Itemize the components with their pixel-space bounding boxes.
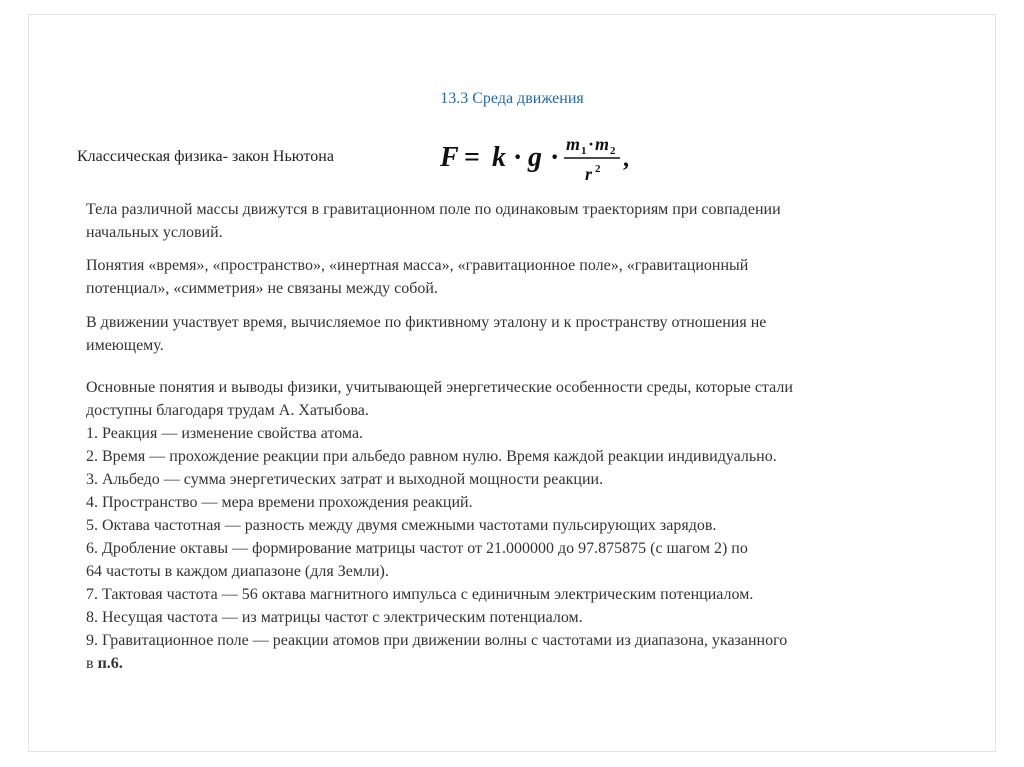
formula-g: g <box>528 142 542 173</box>
principles-intro-line: Основные понятия и выводы физики, учитывающей энергетические особенности среды, которые стали <box>86 379 793 396</box>
newton-formula <box>440 128 660 192</box>
list-item: 1. Реакция — изменение свойства атома. <box>86 425 364 442</box>
list-item: 2. Время — прохождение реакции при альбедо равном нулю. Время каждой реакции индивидуально. <box>86 448 777 465</box>
formula-f: F <box>440 142 459 173</box>
paragraph-line: Понятия «время», «пространство», «инертная масса», «гравитационное поле», «гравитационный <box>86 257 749 274</box>
formula-dot-1: · <box>513 142 523 173</box>
formula-comma: , <box>623 146 629 172</box>
formula-sub-2: 2 <box>610 145 616 157</box>
paragraph-line: потенциал», «симметрия» не связаны между собой. <box>86 280 438 297</box>
slide-title: 13.3 Среда движения <box>440 90 584 107</box>
list-item: 4. Пространство — мера времени прохождения реакций. <box>86 494 473 511</box>
last-line-reference: п.6. <box>97 655 123 672</box>
formula-sub-1: 1 <box>581 145 587 157</box>
law-label: Классическая физика- закон Ньютона <box>77 148 334 165</box>
paragraph-line: Тела различной массы движутся в гравитационном поле по одинаковым траекториям при совпадении <box>86 201 781 218</box>
paragraph-line: имеющему. <box>86 337 164 354</box>
list-item: 6. Дробление октавы — формирование матрицы частот от 21.000000 до 97.875875 (с шагом 2) по <box>86 540 748 557</box>
list-item: 8. Несущая частота — из матрицы частот с электрическим потенциалом. <box>86 609 583 626</box>
list-item: 9. Гравитационное поле — реакции атомов при движении волны с частотами из диапазона, указанного <box>86 632 788 649</box>
paragraph-time <box>86 311 986 357</box>
last-line-prefix: в <box>86 655 98 672</box>
formula-r: r <box>585 164 593 184</box>
formula-m2: m <box>595 134 610 154</box>
formula-equals: = <box>464 142 480 173</box>
list-item: 3. Альбедо — сумма энергетических затрат и выходной мощности реакции. <box>86 471 604 488</box>
list-item: 7. Тактовая частота — 56 октава магнитного импульса с единичным электрическим потенциалом. <box>86 586 754 603</box>
list-item: 5. Октава частотная — разность между двумя смежными частотами пульсирующих зарядов. <box>86 517 717 534</box>
paragraph-line: В движении участвует время, вычисляемое по фиктивному эталону и к пространству отношения не <box>86 314 767 331</box>
list-item-last-line <box>86 652 986 675</box>
formula-k: k <box>492 142 506 173</box>
paragraph-trajectories <box>86 198 986 244</box>
paragraph-line: начальных условий. <box>86 224 223 241</box>
principles-list <box>86 376 986 675</box>
formula-exp-2: 2 <box>595 163 601 175</box>
paragraph-concepts <box>86 254 986 300</box>
formula-m1: m <box>566 134 581 154</box>
formula-num-dot: · <box>588 134 595 154</box>
list-item: 64 частоты в каждом диапазоне (для Земли). <box>86 563 389 580</box>
formula-dot-2: · <box>550 142 560 173</box>
principles-intro-line: доступны благодаря трудам А. Хатыбова. <box>86 402 369 419</box>
